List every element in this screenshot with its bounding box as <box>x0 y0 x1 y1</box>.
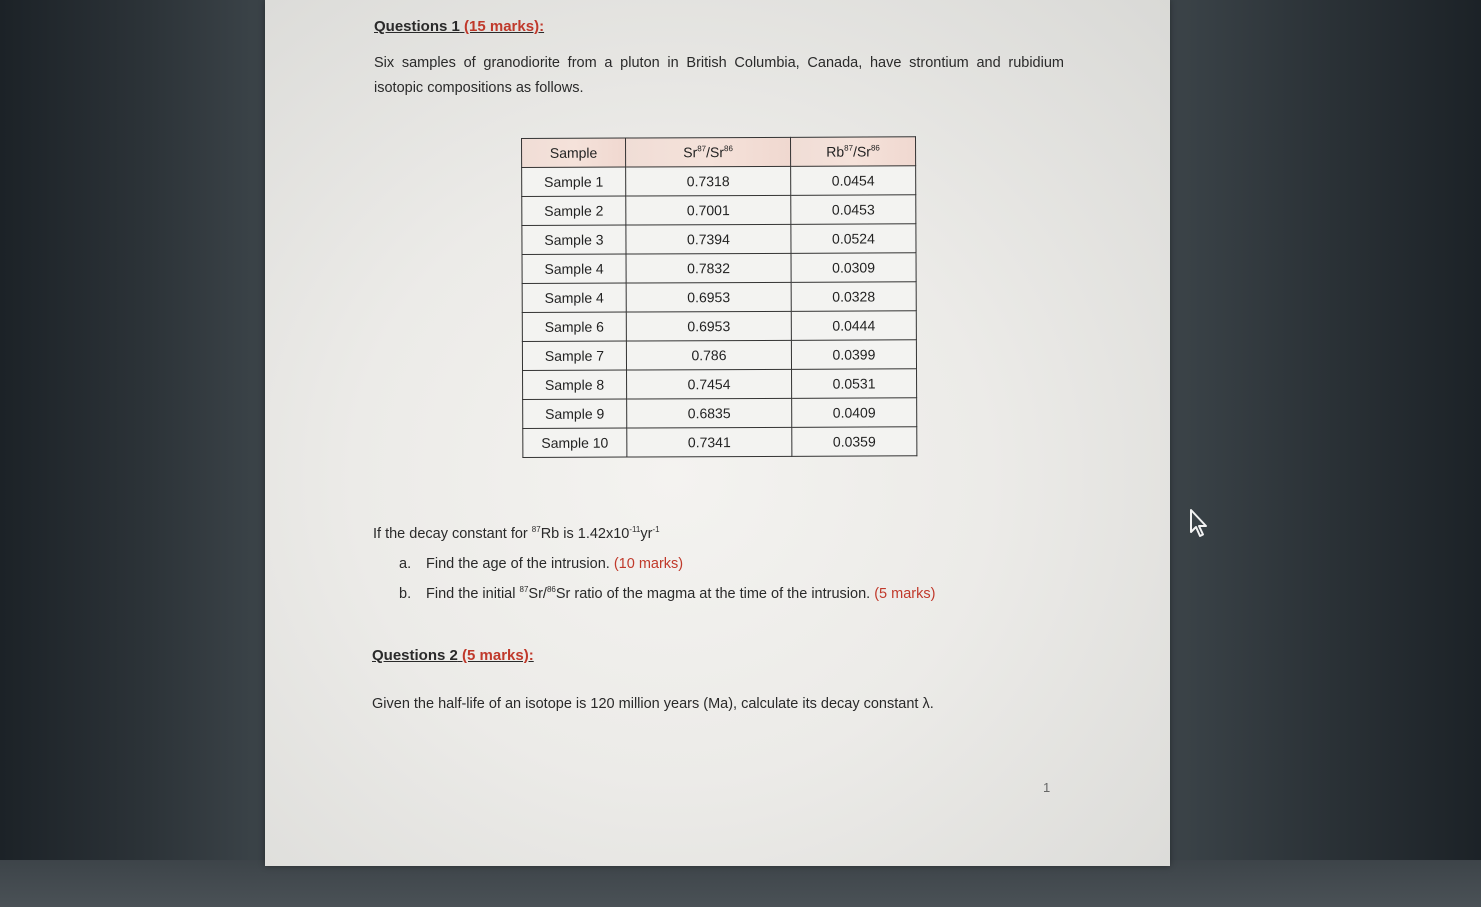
cell-rb: 0.0309 <box>791 253 916 283</box>
cell-sample: Sample 8 <box>523 370 627 399</box>
table-row <box>522 282 916 313</box>
table-row <box>522 311 916 342</box>
question-2-label: Questions 2 <box>372 647 458 664</box>
cell-sr: 0.786 <box>626 340 791 370</box>
page-number: 1 <box>1043 780 1051 795</box>
table-row <box>522 340 916 371</box>
cell-rb: 0.0444 <box>791 311 916 341</box>
question-2-marks: (5 marks): <box>462 647 534 664</box>
cell-sample: Sample 9 <box>523 399 627 428</box>
table-row <box>522 253 916 284</box>
cell-rb: 0.0524 <box>791 224 916 254</box>
cell-rb: 0.0328 <box>791 282 916 312</box>
question-1-title <box>374 18 544 35</box>
cell-sr: 0.7318 <box>626 166 791 196</box>
header-rb-ratio: Rb$^{87}$/Sr$^{86}$ <box>790 137 915 167</box>
item-letter: a. <box>399 556 412 572</box>
header-sample: Sample <box>522 138 626 167</box>
document-page <box>265 0 1170 866</box>
cell-sample: Sample 6 <box>522 312 626 341</box>
table-row <box>523 427 917 458</box>
question-2-title <box>372 647 534 664</box>
question-1-intro: Six samples of granodiorite from a pluton in British Columbia, Canada, have strontium and rubidium isotopic compositions as follows. <box>374 55 1064 96</box>
table-row <box>523 398 917 429</box>
header-sr-ratio: Sr$^{87}$/Sr$^{86}$ <box>626 137 791 167</box>
cell-rb: 0.0399 <box>791 340 916 370</box>
table-row <box>522 166 916 197</box>
table-row <box>523 369 917 400</box>
question-2-text: Given the half-life of an isotope is 120 million years (Ma), calculate its decay constant λ. <box>372 696 934 712</box>
cell-rb: 0.0453 <box>791 195 916 225</box>
cell-sr: 0.7832 <box>626 253 791 283</box>
question-1-marks: (15 marks): <box>464 18 545 35</box>
cell-sample: Sample 7 <box>522 341 626 370</box>
cell-rb: 0.0359 <box>792 427 917 457</box>
cell-sample: Sample 4 <box>522 283 626 312</box>
cell-sample: Sample 10 <box>523 428 627 457</box>
item-letter: b. <box>399 586 412 602</box>
table-row <box>522 224 916 255</box>
desk-background <box>0 860 1481 907</box>
cell-sample: Sample 3 <box>522 225 626 254</box>
cell-sr: 0.6953 <box>626 311 791 341</box>
cell-sr: 0.7394 <box>626 224 791 254</box>
decay-constant-text: If the decay constant for $^{87}$Rb is $1.42x10^{-11}yr^{-1}$ <box>373 525 660 542</box>
table-header-row <box>522 137 916 168</box>
cell-rb: 0.0454 <box>791 166 916 196</box>
cell-sample: Sample 4 <box>522 254 626 283</box>
question-1b-marks: (5 marks) <box>874 586 936 602</box>
question-1a-marks: (10 marks) <box>613 556 684 572</box>
cell-sr: 0.7001 <box>626 195 791 225</box>
cell-rb: 0.0531 <box>792 369 917 399</box>
cell-sample: Sample 2 <box>522 196 626 225</box>
table-row <box>522 195 916 226</box>
mouse-cursor-icon <box>1188 508 1212 540</box>
question-1-label: Questions 1 <box>374 18 460 35</box>
cell-sample: Sample 1 <box>522 167 626 196</box>
cell-sr: 0.6835 <box>627 398 792 428</box>
cell-sr: 0.7454 <box>627 369 792 399</box>
question-1b: b. Find the initial $^{87}$Sr/$^{86}$Sr ratio of the magma at the time of the intrusion. (5 marks) <box>399 585 936 602</box>
cell-rb: 0.0409 <box>792 398 917 428</box>
isotope-table <box>521 136 917 458</box>
cell-sr: 0.6953 <box>626 282 791 312</box>
cell-sr: 0.7341 <box>627 427 792 457</box>
question-1a: a. Find the age of the intrusion. (10 marks) <box>399 556 684 572</box>
